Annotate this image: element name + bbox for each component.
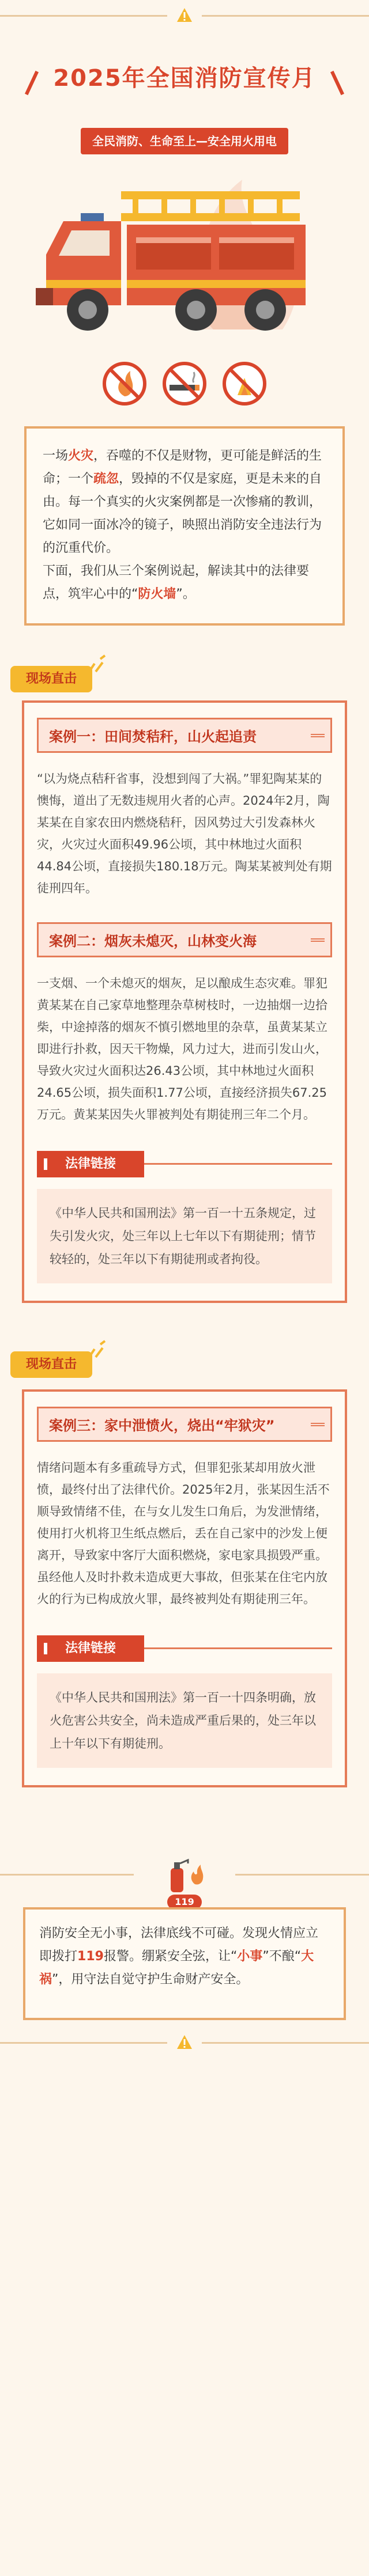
footer-text: 报警。绷紧安全弦，让“ xyxy=(103,1949,238,1964)
no-smoking-icon xyxy=(161,361,208,407)
law-link-label: 法律链接 xyxy=(37,1151,144,1177)
case-body: “以为烧点秸秆省事，没想到闯了大祸。”罪犯陶某某的懊悔，道出了无数违规用火者的心声。2024年2月，陶某某在自家农田内燃烧秸秆，因风势过大引发森林火灾，火灾过火面积49.96公顷，其中林地过火面积44.84公顷，直接损失180.18万元。陶某某被判处有期徒刑四年。 xyxy=(37,772,332,895)
case-body: 一支烟、一个未熄灭的烟灰，足以酿成生态灾难。罪犯黄某某在自己家草地整理杂草树枝时，一边抽烟一边拾柴，中途掉落的烟灰不慎引燃地里的杂草，虽黄某某立即进行扑救，因天干物燥，风力过大，进而引发山火，导致火灾过火面积达26.43公顷，其中林地过火面积24.65公顷，损失面积1.77公顷，直接经济损失67.25万元。黄某某因失火罪被判处有期徒刑三年二个月。 xyxy=(37,976,327,1122)
divider-line xyxy=(0,2042,167,2044)
footer xyxy=(0,1822,369,2191)
page-subtitle: 全民消防、生命至上—安全用火用电 xyxy=(81,128,288,154)
footer-text: ”，用守法自觉守护生命财产安全。 xyxy=(52,1972,249,1987)
intro-highlight: 防火墙 xyxy=(138,587,176,601)
footer-highlight: 119 xyxy=(77,1949,104,1964)
case-title-text: 案例三：家中泄愤火，烧出“牢狱灾” xyxy=(49,1418,275,1434)
divider-line xyxy=(144,1647,332,1649)
title-decoration xyxy=(311,1423,325,1426)
footer-text: 消防安全无小事，法律底线不可碰。发现火情应立即拨打 xyxy=(39,1926,319,1964)
intro-highlight: 疏忽 xyxy=(93,472,119,486)
intro-card xyxy=(24,426,345,626)
case-title xyxy=(37,1407,332,1442)
intro-highlight: 火灾 xyxy=(68,449,94,463)
divider-line xyxy=(202,2042,369,2044)
case-section-1 xyxy=(22,700,347,1303)
spark-icon xyxy=(85,653,108,676)
intro-paragraph xyxy=(43,560,326,606)
case-title-text: 案例二：烟灰未熄灭，山林变火海 xyxy=(49,933,257,949)
intro-text: ，吞噬的不仅是财物，更可能是鲜活的生命；一个 xyxy=(43,449,322,486)
divider-line xyxy=(0,15,167,17)
intro-paragraph xyxy=(43,445,326,560)
case-body: 情绪问题本有多重疏导方式，但罪犯张某却用放火泄愤，最终付出了法律代价。2025年2月，张某因生活不顺导致情绪不佳，在与女儿发生口角后，为发泄情绪，使用打火机将卫生纸点燃后，丢在自己家中的沙发上便离开，导致家中客厅大面积燃烧，家电家具损毁严重。虽经他人及时扑救未造成更大事故，但张某在住宅内放火的行为已构成放火罪，最终被判处有期徒刑三年。 xyxy=(37,1461,330,1606)
law-link-label: 法律链接 xyxy=(37,1635,144,1662)
page-title: 2025年全国消防宣传月 xyxy=(53,65,316,92)
case-title-text: 案例一：田间焚秸秆，山火起追责 xyxy=(49,729,257,745)
footer-highlight: 小事 xyxy=(237,1949,263,1964)
emergency-number-badge: 119 xyxy=(167,1895,202,1910)
divider-line xyxy=(0,1874,134,1876)
no-burning-icon xyxy=(221,361,268,407)
top-strip xyxy=(0,0,369,25)
spark-icon xyxy=(85,1339,108,1362)
intro-text: 一场 xyxy=(43,449,69,463)
law-link-text: 《中华人民共和国刑法》第一百一十五条规定，过失引发火灾，处三年以上七年以下有期徒刑；情节较轻的，处三年以下有期徒刑或者拘役。 xyxy=(37,1189,332,1283)
section-tag: 现场直击 xyxy=(10,666,92,692)
intro-text: 下面，我们从三个案例说起，解读其中的法律要点，筑牢心中的“ xyxy=(43,564,310,601)
title-decoration xyxy=(311,938,325,942)
case-section-2 xyxy=(22,1389,347,1787)
no-fire-icon xyxy=(101,361,148,407)
case-title xyxy=(37,718,332,753)
law-link-text: 《中华人民共和国刑法》第一百一十四条明确，放火危害公共安全，尚未造成严重后果的，处三年以上十年以下有期徒刑。 xyxy=(37,1673,332,1768)
warning-icon xyxy=(176,2034,193,2050)
section-tag: 现场直击 xyxy=(10,1351,92,1378)
footer-highlight: 大祸 xyxy=(39,1949,314,1987)
law-link-header xyxy=(37,1635,332,1662)
divider-line xyxy=(202,15,369,17)
title-decoration xyxy=(311,734,325,737)
intro-text: ”。 xyxy=(176,587,195,601)
divider-line xyxy=(144,1163,332,1165)
divider-line xyxy=(235,1874,369,1876)
spacer xyxy=(37,899,332,922)
warning-icon xyxy=(176,7,193,23)
fire-extinguisher-icon xyxy=(155,1851,214,1897)
law-link-header xyxy=(37,1151,332,1177)
fire-truck-icon xyxy=(23,157,346,347)
case-title xyxy=(37,922,332,957)
section-tag-wrap xyxy=(0,626,369,700)
footer-text: ”不酿“ xyxy=(262,1949,302,1964)
footer-card xyxy=(23,1907,346,2020)
safety-icons-row xyxy=(0,348,369,417)
intro-text: ，毁掉的不仅是家庭，更是未来的自由。每一个真实的火灾案例都是一次惨痛的教训，它如同一面冰冷的镜子，映照出消防安全违法行为的沉重代价。 xyxy=(43,472,322,555)
hero-banner xyxy=(0,25,369,348)
section-tag-wrap xyxy=(0,1303,369,1389)
